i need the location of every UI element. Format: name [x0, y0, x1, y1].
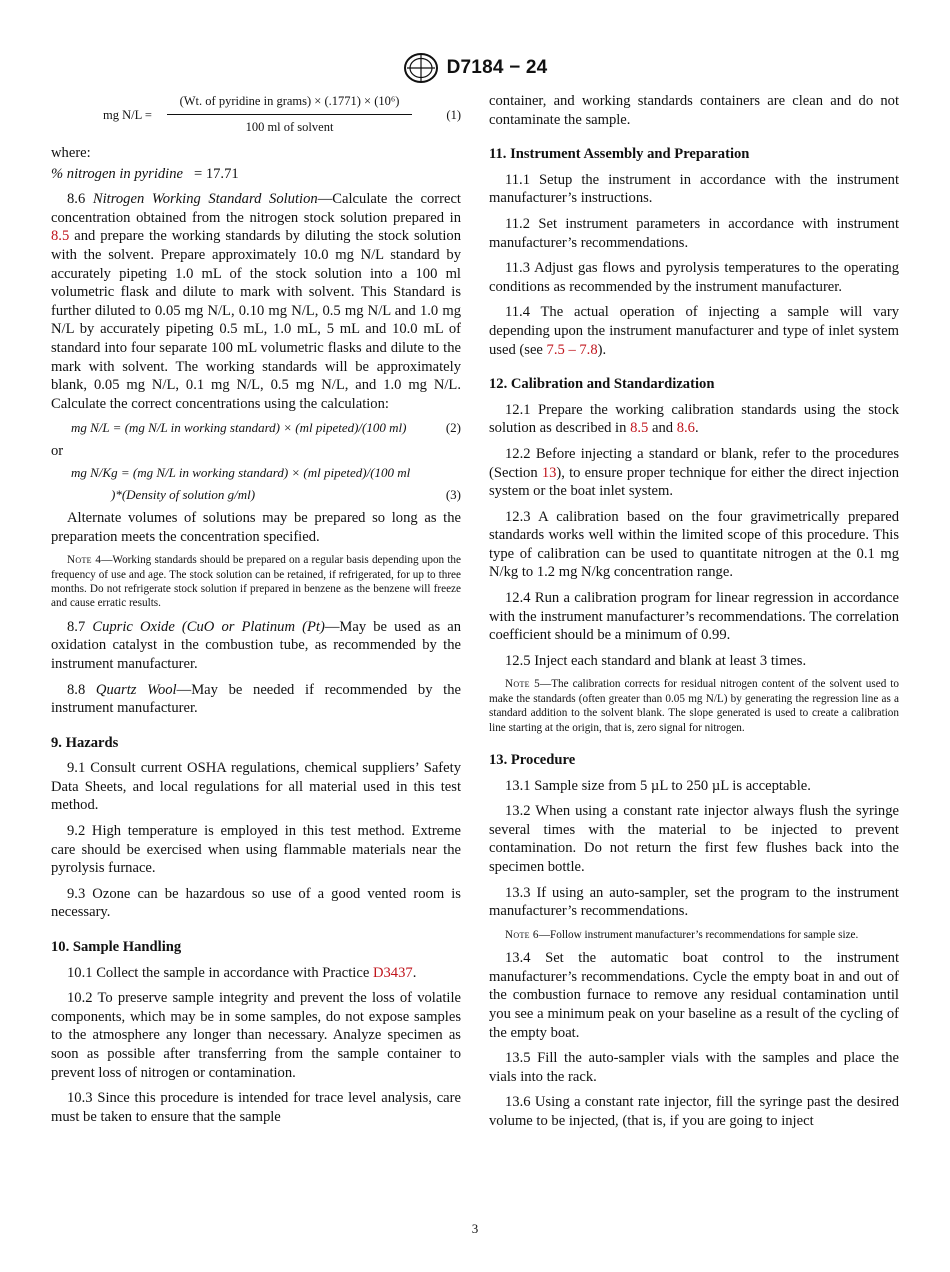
paragraph-text: ), to ensure proper technique for either the direct injection system or the boat inlet system.: [489, 464, 899, 500]
nitrogen-label: % nitrogen in pyridine: [51, 165, 183, 182]
heading-calibration: 12. Calibration and Standardization: [489, 376, 715, 393]
paragraph-12-2: [489, 445, 899, 501]
paragraph-text: .: [694, 420, 699, 437]
heading-sample-handling: 10. Sample Handling: [51, 939, 182, 956]
note-label: Note 5: [505, 678, 541, 691]
paragraph-12-1: [489, 401, 899, 438]
section-title: Quartz Wool: [95, 681, 177, 698]
paragraph-text: —May be used as an oxidation catalyst in the combustion tube, as recommended by the instrument manufacturer.: [51, 618, 461, 672]
paragraph-13-5: 13.5 Fill the auto-sampler vials with the samples and place the vials into the rack.: [489, 1050, 899, 1085]
paragraph-text: 10.1 Collect the sample in accordance with Practice: [67, 964, 373, 981]
paragraph-13-2: 13.2 When using a constant rate injector always flush the syringe several times with the material to be injected to prevent contamination. Do not return the first few flushes back into the specimen bottle.: [489, 803, 899, 876]
equation-2-number: (2): [445, 420, 461, 436]
ref-link-8-5[interactable]: 8.5: [51, 228, 70, 245]
right-column: [489, 92, 899, 1138]
paragraph-9-3: 9.3 Ozone can be hazardous so use of a good vented room is necessary.: [51, 885, 461, 921]
equation-1-denominator: 100 ml of solvent: [245, 119, 334, 134]
nitrogen-definition: [51, 165, 461, 184]
section-number: 8.8: [67, 681, 86, 698]
note-4: [51, 553, 461, 611]
paragraph-11-2: 11.2 Set instrument parameters in accordance with instrument manufacturer’s recommendations.: [489, 215, 899, 251]
paragraph-8-7: [51, 618, 461, 674]
section-number: 8.7: [67, 618, 86, 635]
note-text: —Follow instrument manufacturer’s recommendations for sample size.: [538, 928, 859, 941]
paragraph-13-1: 13.1 Sample size from 5 µL to 250 µL is acceptable.: [505, 777, 811, 794]
paragraph-11-3: 11.3 Adjust gas flows and pyrolysis temperatures to the operating conditions as recommended by the instrument manufacturer.: [489, 260, 899, 295]
equation-3: [51, 465, 461, 503]
heading-procedure: 13. Procedure: [489, 752, 576, 769]
ref-link-d3437[interactable]: D3437: [372, 964, 413, 981]
heading-instrument-assembly: 11. Instrument Assembly and Preparation: [489, 146, 750, 163]
equation-3-line-2: )*(Density of solution g/ml): [111, 486, 256, 502]
where-label: where:: [51, 145, 91, 161]
section-number: 8.6: [67, 191, 86, 208]
paragraph-8-6: [51, 190, 461, 413]
equation-1: [51, 92, 461, 136]
paragraph-text: .: [412, 964, 417, 981]
paragraph-text: and prepare the working standards by diluting the stock solution with the solvent. Prepare approximately 10.0 mg N/L standard by accurately pipeting 1.0 mL of the stock solution into a 100 ml volumetric flask and dilute to mark with solvent. This Standard is further diluted to 0.05 mg N/L, 0.10 mg N/L, 0.5 mg N/L and 1.0 mg N/L by accurately pipeting 0.5 mL, 1.0 mL, 5 mL and 10.0 mL of standard into four separate 100 mL volumetric flasks and dilute to the mark with solvent. The working standards will be approximately blank, 0.05 mg N/L, 0.1 mg N/L, 0.5 mg N/L, and 1.0 mg N/L. Calculate the correct concentrations using the calculation:: [51, 228, 461, 412]
nitrogen-value: = 17.71: [193, 165, 239, 182]
page-number: 3: [471, 1221, 479, 1236]
paragraph-alternate-volumes: Alternate volumes of solutions may be prepared so long as the preparation meets the concentration specified.: [51, 509, 461, 545]
equation-1-lhs: mg N/L =: [103, 108, 152, 122]
paragraph-text: —Calculate the correct concentration obtained from the nitrogen stock solution prepared in: [51, 191, 461, 226]
note-label: Note 6: [505, 928, 539, 941]
paragraph-13-3: 13.3 If using an auto-sampler, set the program to the instrument manufacturer’s recommendations.: [489, 884, 899, 920]
paragraph-12-3: 12.3 A calibration based on the four gravimetrically prepared standards works well within the limited scope of this procedure. This type of calibration can be used to quantitate nitrogen at the 0.1 mg N/kg to 1.2 mg N/kg concentration range.: [489, 508, 899, 581]
note-text: —The calibration corrects for residual nitrogen content of the solvent used to make the standards (often greater than 0.05 mg N/L) by generating the regression line as a standard addition to the solvent blank. The slope generated is used to create a calibration line starting at the origin, that is, zero signal for nitrogen.: [489, 678, 899, 734]
paragraph-8-8: [51, 681, 461, 718]
paragraph-11-1: 11.1 Setup the instrument in accordance with the instrument manufacturer’s instructions.: [489, 171, 899, 207]
equation-3-line-1: mg N/Kg = (mg N/L in working standard) × (ml pipeted)/(100 ml: [71, 464, 411, 480]
document-designation: D7184 − 24: [446, 57, 548, 78]
paragraph-11-4: [489, 303, 899, 359]
paragraph-text: and: [648, 420, 677, 437]
or-label: or: [51, 443, 64, 460]
paragraph-text: 11.4 The actual operation of injecting a sample will vary depending upon the instrument manufacturer and type of inlet system used (see: [489, 304, 899, 358]
paragraph-13-4: 13.4 Set the automatic boat control to the instrument manufacturer’s recommendations. Cycle the empty boat in and out of the combustion furnace to remove any residual contamination until you see a minimum peak on your baseline as a result of the cycling of the empty boat.: [489, 950, 899, 1041]
paragraph-10-2: 10.2 To preserve sample integrity and prevent the loss of volatile components, which may be in some samples, do not expose samples to the atmosphere any longer than necessary. Analyze specimen as soon as possible after transferring from the sample container to prevent loss of nitrogen or contamination.: [51, 990, 461, 1081]
heading-hazards: 9. Hazards: [51, 734, 119, 751]
equation-1-fraction: [167, 92, 412, 136]
note-text: —Working standards should be prepared on a regular basis depending upon the frequency of use and age. The stock solution can be retained, if refrigerated, for up to three months. Do not refrigerate stock solution if prepared in benzene as the benzene will freeze and cause erratic results.: [51, 554, 461, 610]
ref-link-8-6[interactable]: 8.6: [676, 420, 695, 437]
equation-2: [51, 420, 461, 436]
paragraph-text: —May be needed if recommended by the instrument manufacturer.: [51, 681, 461, 717]
equation-3-number: (3): [445, 486, 461, 502]
equation-1-number: (1): [446, 108, 461, 122]
left-column: [51, 92, 461, 1133]
astm-logo-icon: [403, 52, 439, 84]
equation-1-numerator: (Wt. of pyridine in grams) × (.1771) × (10⁶): [167, 92, 412, 115]
equation-2-text: mg N/L = (mg N/L in working standard) × (ml pipeted)/(100 ml): [71, 420, 407, 436]
ref-link-8-5[interactable]: 8.5: [630, 420, 649, 437]
section-title: Cupric Oxide (CuO or Platinum (Pt): [92, 618, 325, 635]
ref-link-7-5-7-8[interactable]: 7.5 – 7.8: [546, 341, 598, 358]
paragraph-text: 12.1 Prepare the working calibration standards using the stock solution as described in: [489, 401, 899, 437]
ref-link-section-13[interactable]: 13: [541, 464, 557, 481]
paragraph-10-1: [51, 964, 461, 983]
paragraph-continuation: container, and working standards containers are clean and do not contaminate the sample.: [489, 93, 899, 128]
paragraph-12-5: 12.5 Inject each standard and blank at least 3 times.: [505, 652, 807, 669]
paragraph-text: 12.2 Before injecting a standard or blank, refer to the procedures (Section: [489, 445, 899, 481]
paragraph-9-2: 9.2 High temperature is employed in this test method. Extreme care should be exercised when using flammable materials near the pyrolysis furnace.: [51, 823, 461, 877]
paragraph-12-4: 12.4 Run a calibration program for linear regression in accordance with the instrument manufacturer’s recommendations. The correlation coefficient should be a minimum of 0.99.: [489, 590, 899, 644]
page-header: [0, 52, 950, 84]
section-title: Nitrogen Working Standard Solution: [92, 191, 318, 208]
paragraph-9-1: 9.1 Consult current OSHA regulations, chemical suppliers’ Safety Data Sheets, and local regulations for all material used in this test method.: [51, 760, 461, 814]
paragraph-10-3: 10.3 Since this procedure is intended for trace level analysis, care must be taken to ensure that the sample: [51, 1090, 461, 1125]
paragraph-text: ).: [597, 341, 607, 358]
note-label: Note 4: [67, 554, 102, 567]
note-5: [489, 677, 899, 735]
paragraph-13-6: 13.6 Using a constant rate injector, fill the syringe past the desired volume to be injected, (that is, if you are going to inject: [489, 1094, 899, 1129]
note-6: [489, 928, 899, 942]
